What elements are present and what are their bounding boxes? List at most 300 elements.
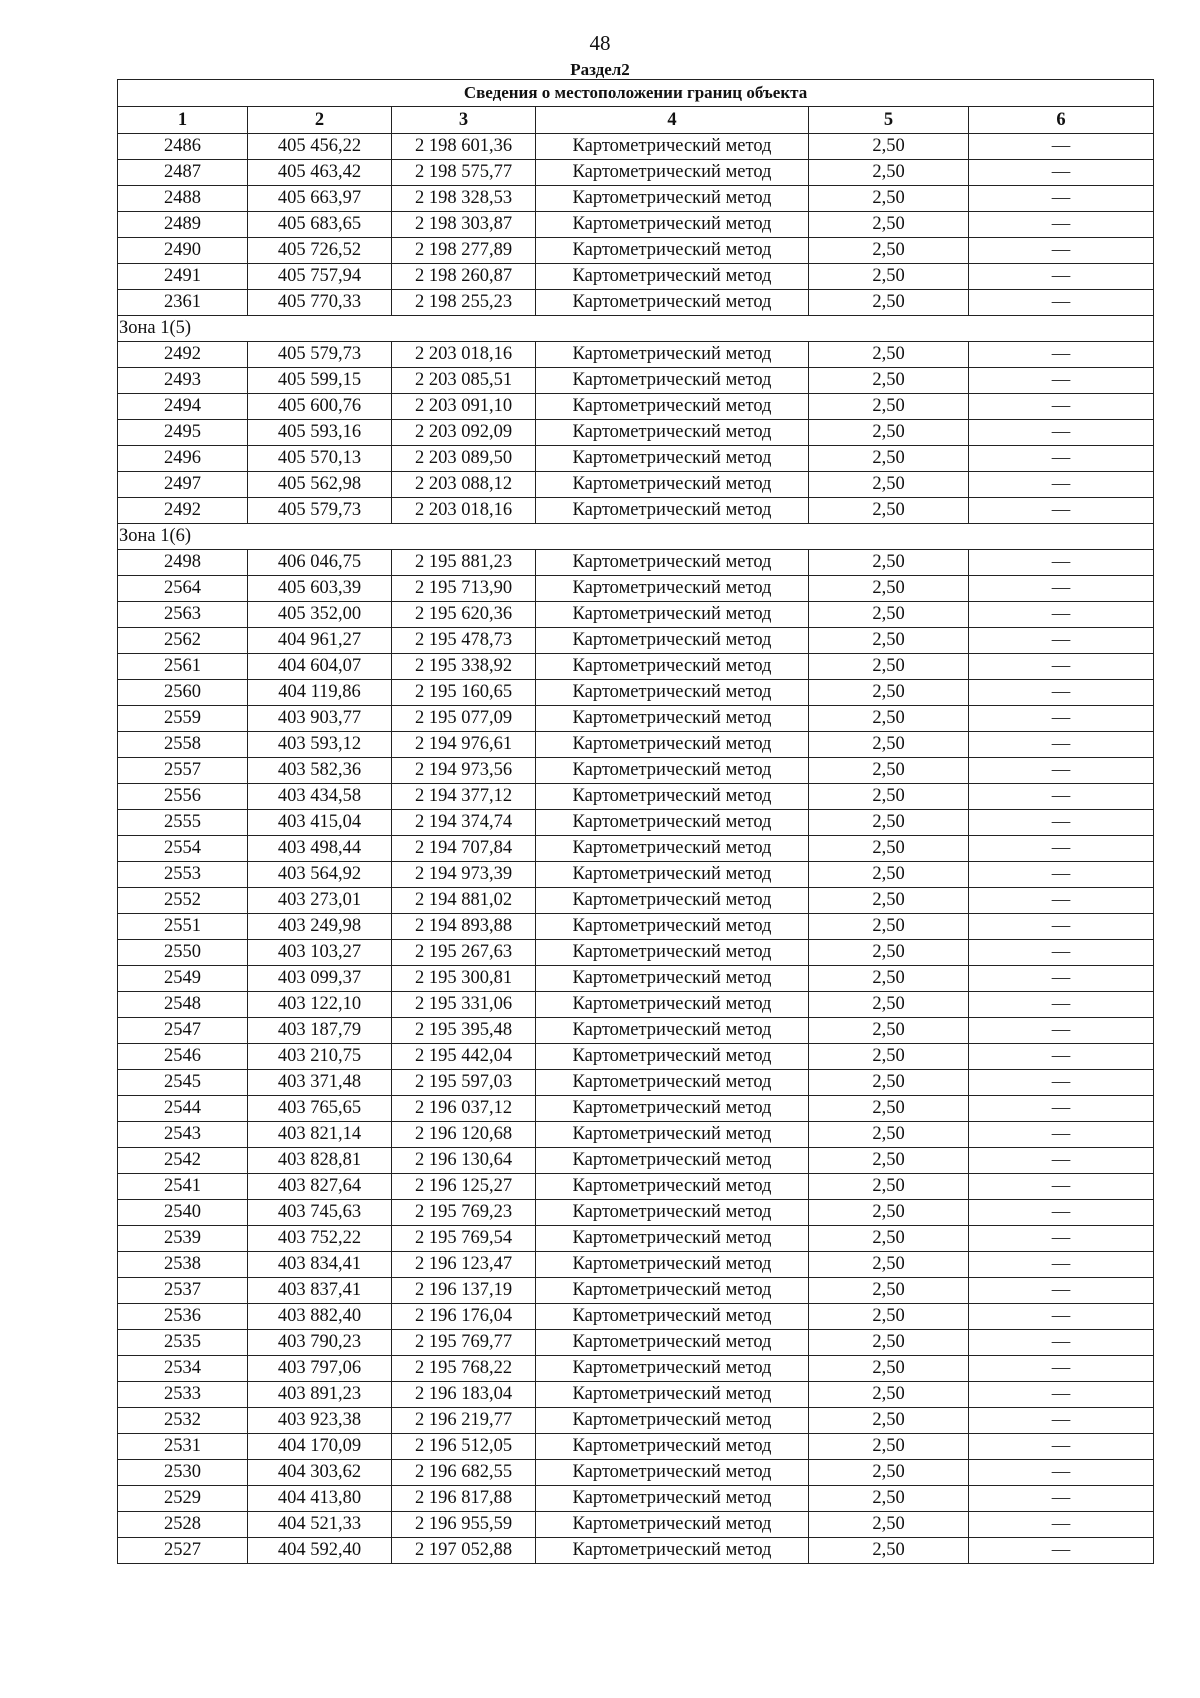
note-cell: —: [969, 862, 1154, 888]
method-cell: Картометрический метод: [536, 628, 809, 654]
x-coordinate-cell: 403 498,44: [248, 836, 392, 862]
accuracy-cell: 2,50: [809, 1486, 969, 1512]
accuracy-cell: 2,50: [809, 784, 969, 810]
point-number-cell: 2561: [118, 654, 248, 680]
note-cell: —: [969, 1460, 1154, 1486]
method-cell: Картометрический метод: [536, 758, 809, 784]
note-cell: —: [969, 1538, 1154, 1564]
note-cell: —: [969, 264, 1154, 290]
note-cell: —: [969, 368, 1154, 394]
point-number-cell: 2488: [118, 186, 248, 212]
point-number-cell: 2538: [118, 1252, 248, 1278]
accuracy-cell: 2,50: [809, 186, 969, 212]
y-coordinate-cell: 2 196 137,19: [392, 1278, 536, 1304]
accuracy-cell: 2,50: [809, 810, 969, 836]
table-row: [118, 550, 1154, 576]
accuracy-cell: 2,50: [809, 368, 969, 394]
point-number-cell: 2549: [118, 966, 248, 992]
x-coordinate-cell: 405 463,42: [248, 160, 392, 186]
point-number-cell: 2498: [118, 550, 248, 576]
method-cell: Картометрический метод: [536, 1174, 809, 1200]
note-cell: —: [969, 1304, 1154, 1330]
method-cell: Картометрический метод: [536, 1044, 809, 1070]
method-cell: Картометрический метод: [536, 342, 809, 368]
y-coordinate-cell: 2 195 267,63: [392, 940, 536, 966]
x-coordinate-cell: 406 046,75: [248, 550, 392, 576]
x-coordinate-cell: 403 187,79: [248, 1018, 392, 1044]
accuracy-cell: 2,50: [809, 628, 969, 654]
accuracy-cell: 2,50: [809, 862, 969, 888]
table-row: [118, 1278, 1154, 1304]
table-row: [118, 342, 1154, 368]
accuracy-cell: 2,50: [809, 134, 969, 160]
note-cell: —: [969, 1382, 1154, 1408]
x-coordinate-cell: 405 562,98: [248, 472, 392, 498]
method-cell: Картометрический метод: [536, 1070, 809, 1096]
accuracy-cell: 2,50: [809, 1226, 969, 1252]
method-cell: Картометрический метод: [536, 290, 809, 316]
note-cell: —: [969, 654, 1154, 680]
x-coordinate-cell: 403 582,36: [248, 758, 392, 784]
y-coordinate-cell: 2 194 707,84: [392, 836, 536, 862]
point-number-cell: 2528: [118, 1512, 248, 1538]
note-cell: —: [969, 1278, 1154, 1304]
point-number-cell: 2489: [118, 212, 248, 238]
note-cell: —: [969, 1148, 1154, 1174]
note-cell: —: [969, 1434, 1154, 1460]
point-number-cell: 2536: [118, 1304, 248, 1330]
point-number-cell: 2554: [118, 836, 248, 862]
table-row: [118, 1018, 1154, 1044]
point-number-cell: 2486: [118, 134, 248, 160]
x-coordinate-cell: 403 827,64: [248, 1174, 392, 1200]
x-coordinate-cell: 404 521,33: [248, 1512, 392, 1538]
accuracy-cell: 2,50: [809, 342, 969, 368]
accuracy-cell: 2,50: [809, 1382, 969, 1408]
point-number-cell: 2532: [118, 1408, 248, 1434]
method-cell: Картометрический метод: [536, 1122, 809, 1148]
x-coordinate-cell: 405 603,39: [248, 576, 392, 602]
accuracy-cell: 2,50: [809, 1408, 969, 1434]
note-cell: —: [969, 784, 1154, 810]
point-number-cell: 2557: [118, 758, 248, 784]
column-header: 6: [969, 107, 1154, 134]
note-cell: —: [969, 550, 1154, 576]
table-row: [118, 1486, 1154, 1512]
y-coordinate-cell: 2 196 512,05: [392, 1434, 536, 1460]
method-cell: Картометрический метод: [536, 1252, 809, 1278]
method-cell: Картометрический метод: [536, 160, 809, 186]
method-cell: Картометрический метод: [536, 784, 809, 810]
table-row: [118, 1512, 1154, 1538]
method-cell: Картометрический метод: [536, 654, 809, 680]
table-caption: Сведения о местоположении границ объекта: [118, 80, 1154, 107]
note-cell: —: [969, 1070, 1154, 1096]
point-number-cell: 2530: [118, 1460, 248, 1486]
column-header: 4: [536, 107, 809, 134]
point-number-cell: 2548: [118, 992, 248, 1018]
method-cell: Картометрический метод: [536, 1460, 809, 1486]
accuracy-cell: 2,50: [809, 1460, 969, 1486]
y-coordinate-cell: 2 195 331,06: [392, 992, 536, 1018]
accuracy-cell: 2,50: [809, 1278, 969, 1304]
note-cell: —: [969, 1044, 1154, 1070]
y-coordinate-cell: 2 196 130,64: [392, 1148, 536, 1174]
method-cell: Картометрический метод: [536, 1304, 809, 1330]
method-cell: Картометрический метод: [536, 836, 809, 862]
table-row: [118, 680, 1154, 706]
table-row: [118, 602, 1154, 628]
table-row: [118, 134, 1154, 160]
note-cell: —: [969, 1174, 1154, 1200]
method-cell: Картометрический метод: [536, 1538, 809, 1564]
point-number-cell: 2534: [118, 1356, 248, 1382]
note-cell: —: [969, 914, 1154, 940]
table-row: [118, 628, 1154, 654]
table-row: [118, 1304, 1154, 1330]
note-cell: —: [969, 1096, 1154, 1122]
page-number: 48: [589, 31, 611, 55]
point-number-cell: 2553: [118, 862, 248, 888]
accuracy-cell: 2,50: [809, 472, 969, 498]
method-cell: Картометрический метод: [536, 966, 809, 992]
method-cell: Картометрический метод: [536, 368, 809, 394]
method-cell: Картометрический метод: [536, 706, 809, 732]
column-header: 2: [248, 107, 392, 134]
accuracy-cell: 2,50: [809, 394, 969, 420]
x-coordinate-cell: 403 415,04: [248, 810, 392, 836]
note-cell: —: [969, 732, 1154, 758]
x-coordinate-cell: 403 371,48: [248, 1070, 392, 1096]
table-row: [118, 784, 1154, 810]
accuracy-cell: 2,50: [809, 888, 969, 914]
x-coordinate-cell: 405 663,97: [248, 186, 392, 212]
accuracy-cell: 2,50: [809, 1512, 969, 1538]
column-header: 5: [809, 107, 969, 134]
zone-row: [118, 524, 1154, 550]
y-coordinate-cell: 2 194 881,02: [392, 888, 536, 914]
note-cell: —: [969, 706, 1154, 732]
note-cell: —: [969, 1252, 1154, 1278]
x-coordinate-cell: 403 210,75: [248, 1044, 392, 1070]
method-cell: Картометрический метод: [536, 1486, 809, 1512]
y-coordinate-cell: 2 195 620,36: [392, 602, 536, 628]
x-coordinate-cell: 403 891,23: [248, 1382, 392, 1408]
accuracy-cell: 2,50: [809, 1174, 969, 1200]
point-number-cell: 2492: [118, 342, 248, 368]
point-number-cell: 2545: [118, 1070, 248, 1096]
accuracy-cell: 2,50: [809, 966, 969, 992]
method-cell: Картометрический метод: [536, 186, 809, 212]
accuracy-cell: 2,50: [809, 992, 969, 1018]
table-row: [118, 706, 1154, 732]
method-cell: Картометрический метод: [536, 576, 809, 602]
note-cell: —: [969, 992, 1154, 1018]
note-cell: —: [969, 888, 1154, 914]
zone-label: Зона 1(5): [118, 316, 1154, 342]
table-row: [118, 966, 1154, 992]
table-row: [118, 1226, 1154, 1252]
table-row: [118, 1122, 1154, 1148]
x-coordinate-cell: 403 103,27: [248, 940, 392, 966]
y-coordinate-cell: 2 196 817,88: [392, 1486, 536, 1512]
method-cell: Картометрический метод: [536, 940, 809, 966]
x-coordinate-cell: 403 834,41: [248, 1252, 392, 1278]
point-number-cell: 2527: [118, 1538, 248, 1564]
y-coordinate-cell: 2 195 395,48: [392, 1018, 536, 1044]
method-cell: Картометрический метод: [536, 1278, 809, 1304]
method-cell: Картометрический метод: [536, 420, 809, 446]
x-coordinate-cell: 405 599,15: [248, 368, 392, 394]
method-cell: Картометрический метод: [536, 1512, 809, 1538]
y-coordinate-cell: 2 196 125,27: [392, 1174, 536, 1200]
table-row: [118, 732, 1154, 758]
accuracy-cell: 2,50: [809, 550, 969, 576]
x-coordinate-cell: 405 579,73: [248, 498, 392, 524]
note-cell: —: [969, 628, 1154, 654]
point-number-cell: 2541: [118, 1174, 248, 1200]
method-cell: Картометрический метод: [536, 472, 809, 498]
point-number-cell: 2494: [118, 394, 248, 420]
x-coordinate-cell: 405 600,76: [248, 394, 392, 420]
y-coordinate-cell: 2 196 037,12: [392, 1096, 536, 1122]
accuracy-cell: 2,50: [809, 420, 969, 446]
point-number-cell: 2496: [118, 446, 248, 472]
table-row: [118, 212, 1154, 238]
point-number-cell: 2559: [118, 706, 248, 732]
table-row: [118, 888, 1154, 914]
y-coordinate-cell: 2 198 255,23: [392, 290, 536, 316]
point-number-cell: 2492: [118, 498, 248, 524]
accuracy-cell: 2,50: [809, 264, 969, 290]
x-coordinate-cell: 403 903,77: [248, 706, 392, 732]
note-cell: —: [969, 134, 1154, 160]
x-coordinate-cell: 403 273,01: [248, 888, 392, 914]
x-coordinate-cell: 403 882,40: [248, 1304, 392, 1330]
y-coordinate-cell: 2 195 478,73: [392, 628, 536, 654]
method-cell: Картометрический метод: [536, 862, 809, 888]
y-coordinate-cell: 2 194 976,61: [392, 732, 536, 758]
note-cell: —: [969, 810, 1154, 836]
point-number-cell: 2361: [118, 290, 248, 316]
x-coordinate-cell: 403 122,10: [248, 992, 392, 1018]
accuracy-cell: 2,50: [809, 836, 969, 862]
x-coordinate-cell: 405 757,94: [248, 264, 392, 290]
accuracy-cell: 2,50: [809, 1252, 969, 1278]
accuracy-cell: 2,50: [809, 1538, 969, 1564]
y-coordinate-cell: 2 203 092,09: [392, 420, 536, 446]
table-row: [118, 1252, 1154, 1278]
accuracy-cell: 2,50: [809, 1070, 969, 1096]
method-cell: Картометрический метод: [536, 394, 809, 420]
y-coordinate-cell: 2 196 955,59: [392, 1512, 536, 1538]
y-coordinate-cell: 2 196 123,47: [392, 1252, 536, 1278]
y-coordinate-cell: 2 196 176,04: [392, 1304, 536, 1330]
point-number-cell: 2543: [118, 1122, 248, 1148]
method-cell: Картометрический метод: [536, 1356, 809, 1382]
point-number-cell: 2552: [118, 888, 248, 914]
table-row: [118, 186, 1154, 212]
x-coordinate-cell: 403 797,06: [248, 1356, 392, 1382]
y-coordinate-cell: 2 203 018,16: [392, 498, 536, 524]
x-coordinate-cell: 405 352,00: [248, 602, 392, 628]
note-cell: —: [969, 212, 1154, 238]
y-coordinate-cell: 2 198 328,53: [392, 186, 536, 212]
point-number-cell: 2529: [118, 1486, 248, 1512]
note-cell: —: [969, 680, 1154, 706]
table-row: [118, 576, 1154, 602]
method-cell: Картометрический метод: [536, 914, 809, 940]
point-number-cell: 2535: [118, 1330, 248, 1356]
x-coordinate-cell: 405 570,13: [248, 446, 392, 472]
note-cell: —: [969, 966, 1154, 992]
section-title: Раздел2: [570, 60, 630, 79]
y-coordinate-cell: 2 195 338,92: [392, 654, 536, 680]
note-cell: —: [969, 1330, 1154, 1356]
y-coordinate-cell: 2 194 893,88: [392, 914, 536, 940]
y-coordinate-cell: 2 198 277,89: [392, 238, 536, 264]
note-cell: —: [969, 758, 1154, 784]
method-cell: Картометрический метод: [536, 498, 809, 524]
accuracy-cell: 2,50: [809, 1096, 969, 1122]
method-cell: Картометрический метод: [536, 1096, 809, 1122]
y-coordinate-cell: 2 203 088,12: [392, 472, 536, 498]
table-row: [118, 1044, 1154, 1070]
table-row: [118, 1096, 1154, 1122]
point-number-cell: 2533: [118, 1382, 248, 1408]
zone-row: [118, 316, 1154, 342]
table-row: [118, 654, 1154, 680]
note-cell: —: [969, 836, 1154, 862]
table-row: [118, 1434, 1154, 1460]
accuracy-cell: 2,50: [809, 160, 969, 186]
note-cell: —: [969, 1356, 1154, 1382]
boundary-coordinates-table: [117, 79, 1154, 1564]
table-row: [118, 914, 1154, 940]
point-number-cell: 2493: [118, 368, 248, 394]
x-coordinate-cell: 403 828,81: [248, 1148, 392, 1174]
y-coordinate-cell: 2 195 768,22: [392, 1356, 536, 1382]
table-row: [118, 1200, 1154, 1226]
x-coordinate-cell: 404 170,09: [248, 1434, 392, 1460]
x-coordinate-cell: 403 821,14: [248, 1122, 392, 1148]
point-number-cell: 2564: [118, 576, 248, 602]
accuracy-cell: 2,50: [809, 576, 969, 602]
y-coordinate-cell: 2 195 300,81: [392, 966, 536, 992]
method-cell: Картометрический метод: [536, 732, 809, 758]
column-header: 3: [392, 107, 536, 134]
point-number-cell: 2539: [118, 1226, 248, 1252]
x-coordinate-cell: 405 683,65: [248, 212, 392, 238]
x-coordinate-cell: 405 579,73: [248, 342, 392, 368]
y-coordinate-cell: 2 194 374,74: [392, 810, 536, 836]
x-coordinate-cell: 403 745,63: [248, 1200, 392, 1226]
y-coordinate-cell: 2 203 018,16: [392, 342, 536, 368]
note-cell: —: [969, 576, 1154, 602]
y-coordinate-cell: 2 203 091,10: [392, 394, 536, 420]
table-row: [118, 1356, 1154, 1382]
table-row: [118, 1408, 1154, 1434]
note-cell: —: [969, 394, 1154, 420]
note-cell: —: [969, 1512, 1154, 1538]
note-cell: —: [969, 1018, 1154, 1044]
table-row: [118, 264, 1154, 290]
y-coordinate-cell: 2 197 052,88: [392, 1538, 536, 1564]
x-coordinate-cell: 404 413,80: [248, 1486, 392, 1512]
y-coordinate-cell: 2 196 183,04: [392, 1382, 536, 1408]
table-row: [118, 992, 1154, 1018]
method-cell: Картометрический метод: [536, 550, 809, 576]
table-row: [118, 420, 1154, 446]
y-coordinate-cell: 2 198 303,87: [392, 212, 536, 238]
point-number-cell: 2537: [118, 1278, 248, 1304]
y-coordinate-cell: 2 194 973,39: [392, 862, 536, 888]
table-row: [118, 940, 1154, 966]
accuracy-cell: 2,50: [809, 446, 969, 472]
note-cell: —: [969, 602, 1154, 628]
accuracy-cell: 2,50: [809, 654, 969, 680]
table-body: [118, 80, 1154, 1564]
note-cell: —: [969, 342, 1154, 368]
y-coordinate-cell: 2 203 085,51: [392, 368, 536, 394]
method-cell: Картометрический метод: [536, 238, 809, 264]
point-number-cell: 2563: [118, 602, 248, 628]
x-coordinate-cell: 404 604,07: [248, 654, 392, 680]
y-coordinate-cell: 2 196 219,77: [392, 1408, 536, 1434]
table-row: [118, 836, 1154, 862]
point-number-cell: 2547: [118, 1018, 248, 1044]
x-coordinate-cell: 404 592,40: [248, 1538, 392, 1564]
accuracy-cell: 2,50: [809, 1200, 969, 1226]
point-number-cell: 2491: [118, 264, 248, 290]
accuracy-cell: 2,50: [809, 1434, 969, 1460]
x-coordinate-cell: 403 765,65: [248, 1096, 392, 1122]
x-coordinate-cell: 404 303,62: [248, 1460, 392, 1486]
y-coordinate-cell: 2 195 597,03: [392, 1070, 536, 1096]
y-coordinate-cell: 2 198 260,87: [392, 264, 536, 290]
column-header: 1: [118, 107, 248, 134]
x-coordinate-cell: 405 593,16: [248, 420, 392, 446]
accuracy-cell: 2,50: [809, 758, 969, 784]
y-coordinate-cell: 2 194 377,12: [392, 784, 536, 810]
accuracy-cell: 2,50: [809, 498, 969, 524]
note-cell: —: [969, 1486, 1154, 1512]
y-coordinate-cell: 2 195 769,23: [392, 1200, 536, 1226]
y-coordinate-cell: 2 196 120,68: [392, 1122, 536, 1148]
table-row: [118, 290, 1154, 316]
note-cell: —: [969, 1408, 1154, 1434]
x-coordinate-cell: 403 752,22: [248, 1226, 392, 1252]
x-coordinate-cell: 405 456,22: [248, 134, 392, 160]
x-coordinate-cell: 404 119,86: [248, 680, 392, 706]
point-number-cell: 2531: [118, 1434, 248, 1460]
table-row: [118, 1070, 1154, 1096]
table-caption-row: [118, 80, 1154, 107]
table-row: [118, 472, 1154, 498]
y-coordinate-cell: 2 198 575,77: [392, 160, 536, 186]
table-row: [118, 1382, 1154, 1408]
x-coordinate-cell: 403 593,12: [248, 732, 392, 758]
x-coordinate-cell: 405 770,33: [248, 290, 392, 316]
accuracy-cell: 2,50: [809, 602, 969, 628]
accuracy-cell: 2,50: [809, 290, 969, 316]
method-cell: Картометрический метод: [536, 134, 809, 160]
note-cell: —: [969, 940, 1154, 966]
note-cell: —: [969, 186, 1154, 212]
accuracy-cell: 2,50: [809, 706, 969, 732]
accuracy-cell: 2,50: [809, 1044, 969, 1070]
method-cell: Картометрический метод: [536, 1330, 809, 1356]
